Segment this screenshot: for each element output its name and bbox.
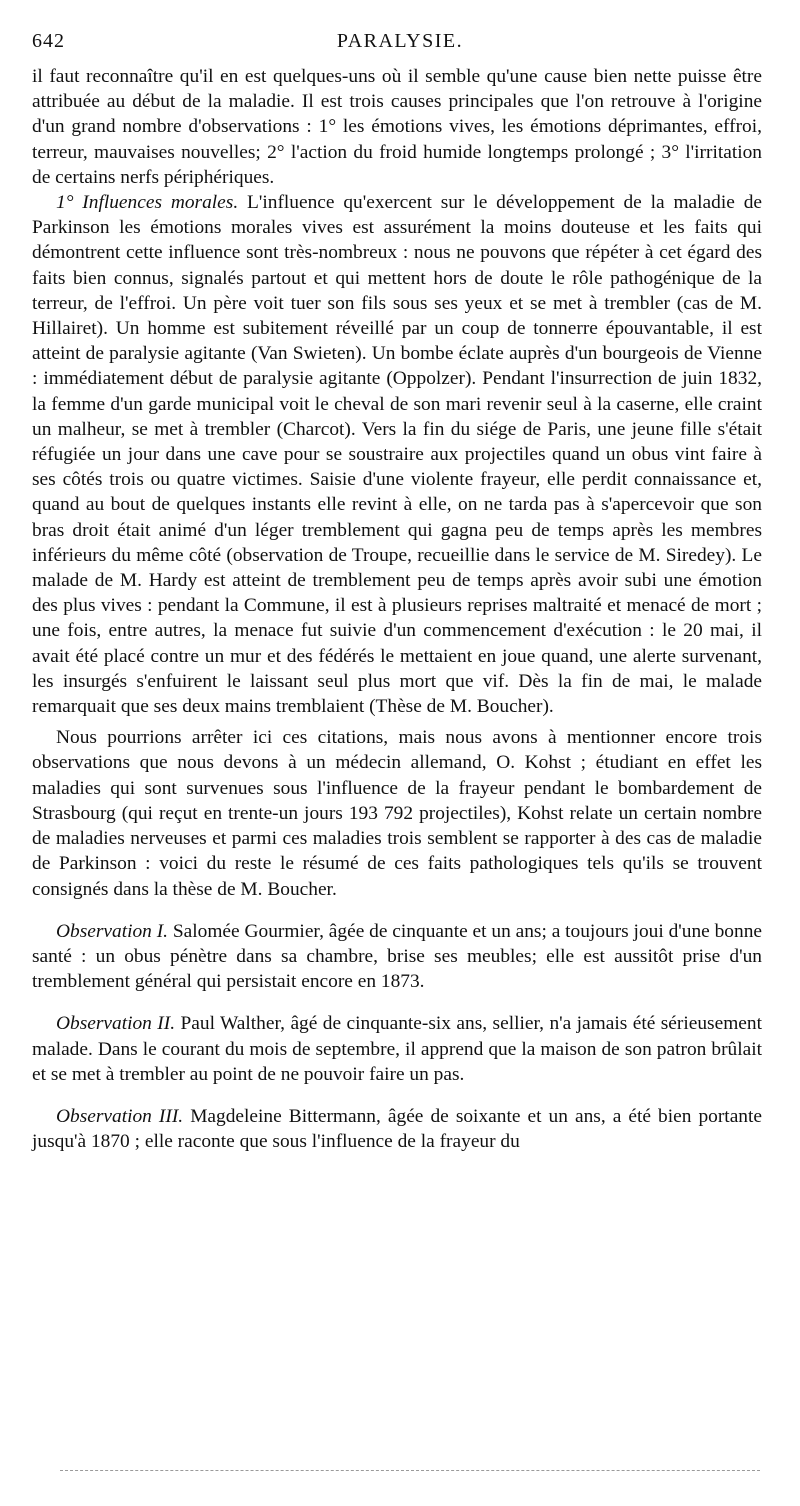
- page-number: 642: [32, 30, 65, 52]
- bleed-through-rule: [60, 1470, 760, 1471]
- page-header: [32, 30, 768, 60]
- paragraph-intro: [32, 64, 762, 190]
- observation-text: Paul Walther, âgé de cinquante-six ans, sellier, n'a jamais été sérieusement malade. Dans le courant du mois de septembre, il apprend que la maison de son patron brûlait et se met à trembler au point de ne pouvoir faire un pas.: [32, 1013, 762, 1085]
- paragraph-kohst: [32, 725, 762, 901]
- paragraph-influences-morales: [32, 190, 762, 719]
- observation-3: [32, 1104, 762, 1154]
- observation-1: [32, 919, 762, 995]
- paragraph-text: L'influence qu'exercent sur le développement de la maladie de Parkinson les émotions morales vives est assurément la moins douteuse et les faits qui démontrent cette influence sont très-nombreux : nous ne pouvons que répéter à cet égard des faits bien connus, signalés partout et qui mettent hors de doute le rôle pathogénique de la terreur, de l'effroi. Un père voit tuer son fils sous ses yeux et se met à trembler (cas de M. Hillairet). Un homme est subitement réveillé par un coup de tonnerre épouvantable, il est atteint de paralysie agitante (Van Swieten). Un bombe éclate auprès d'un bourgeois de Vienne : immédiatement début de paralysie agitante (Oppolzer). Pendant l'insurrection de juin 1832, la femme d'un garde municipal voit le cheval de son mari revenir seul à la caserne, elle craint un malheur, se met à trembler (Charcot). Vers la fin du siége de Paris, une jeune fille s'était réfugiée un jour dans une cave pour se soustraire aux projectiles quand un obus vint faire à ses côtés trois ou quatre victimes. Saisie d'une violente frayeur, elle perdit connaissance et, quand au bout de quelques instants elle revint à elle, on ne tarda pas à s'apercevoir que son bras droit était animé d'un léger tremblement qui gagna peu de temps après les membres inférieurs du même côté (observation de Troupe, recueillie dans le service de M. Siredey). Le malade de M. Hardy est atteint de tremblement peu de temps après avoir subi une émotion des plus vives : pendant la Commune, il est à plusieurs reprises maltraité et menacé de mort ; une fois, entre autres, la menace fut suivie d'un commencement d'exécution : le 20 mai, il avait été placé contre un mur et des fédérés le mettaient en joue quand, une alerte survenant, les insurgés s'enfuirent le laissant seul plus mort que vif. Dès la fin de mai, le malade remarquait que ses deux mains tremblaient (Thèse de M. Boucher).: [32, 192, 762, 718]
- observation-label: Observation III.: [56, 1105, 184, 1127]
- observation-label: Observation I.: [56, 920, 169, 942]
- paragraph-text: Nous pourrions arrêter ici ces citations, mais nous avons à mentionner encore trois observations que nous devons à un médecin allemand, O. Kohst ; étudiant en effet les maladies qui sont survenues sous l'influence de la frayeur pendant le bombardement de Strasbourg (qui reçut en trente-un jours 193 792 projectiles), Kohst relate un certain nombre de maladies nerveuses et parmi ces maladies trois semblent se rapporter à des cas de maladie de Parkinson : voici du reste le résumé de ces faits pathologiques tels qu'ils se trouvent consignés dans la thèse de M. Boucher.: [32, 727, 762, 900]
- paragraph-text: il faut reconnaître qu'il en est quelques-uns où il semble qu'une cause bien nette puisse être attribuée au début de la maladie. Il est trois causes principales que l'on retrouve à l'origine d'un grand nombre d'observations : 1° les émotions vives, les émotions déprimantes, effroi, terreur, mauvaises nouvelles; 2° l'action du froid humide longtemps prolongé ; 3° l'irritation de certains nerfs périphériques.: [32, 66, 762, 188]
- observation-text: Salomée Gourmier, âgée de cinquante et un ans; a toujours joui d'une bonne santé : un obus pénètre dans sa chambre, brise ses meubles; elle est aussitôt prise d'un tremblement général qui persistait encore en 1873.: [32, 920, 762, 993]
- body-text: [32, 64, 762, 1154]
- observation-label: Observation II.: [56, 1013, 176, 1035]
- observation-2: [32, 1011, 762, 1087]
- section-label: 1° Influences morales.: [56, 192, 239, 214]
- running-title: PARALYSIE.: [336, 30, 464, 52]
- observation-text: Magdeleine Bittermann, âgée de soixante et un ans, a été bien portante jusqu'à 1870 ; elle raconte que sous l'influence de la frayeur du: [32, 1105, 762, 1153]
